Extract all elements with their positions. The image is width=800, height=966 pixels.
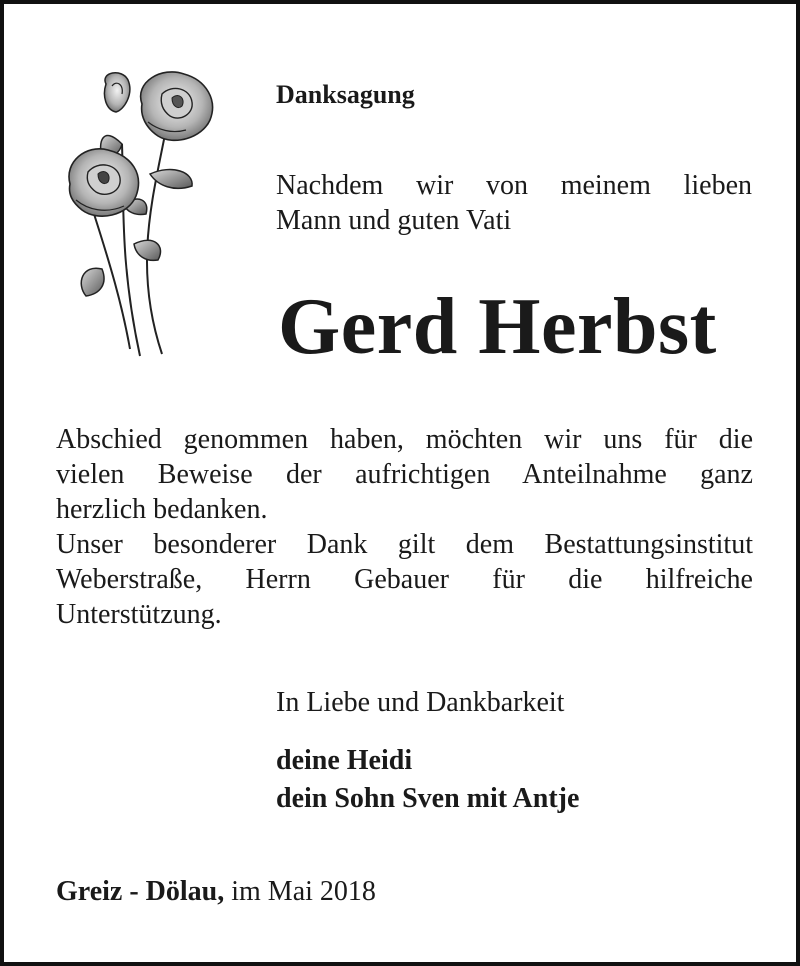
intro-line: Mann und guten Vati <box>276 205 512 236</box>
body-line: herzlich bedanken. <box>56 494 268 525</box>
signer: dein Sohn Sven mit Antje <box>276 783 580 814</box>
body-line: Weberstraße, Herrn Gebauer für die hilfreiche <box>56 564 753 595</box>
body-line: Unser besonderer Dank gilt dem Bestattungsinstitut <box>56 529 753 560</box>
intro-text <box>276 168 752 238</box>
deceased-name: Gerd Herbst <box>278 283 717 371</box>
signers <box>276 742 579 818</box>
body-line: vielen Beweise der aufrichtigen Anteilnahme ganz <box>56 459 753 490</box>
place-date <box>56 876 376 908</box>
body-text <box>56 422 753 632</box>
body-line: Abschied genommen haben, möchten wir uns für die <box>56 424 753 455</box>
intro-line: Nachdem wir von meinem lieben <box>276 170 752 201</box>
roses-icon <box>62 64 232 364</box>
heading-title: Danksagung <box>276 80 415 109</box>
place-location: Greiz - Dölau, <box>56 876 225 907</box>
signer: deine Heidi <box>276 745 413 776</box>
body-line: Unterstützung. <box>56 599 222 630</box>
place-date-text: im Mai 2018 <box>231 876 376 907</box>
closing-line: In Liebe und Dankbarkeit <box>276 687 565 718</box>
